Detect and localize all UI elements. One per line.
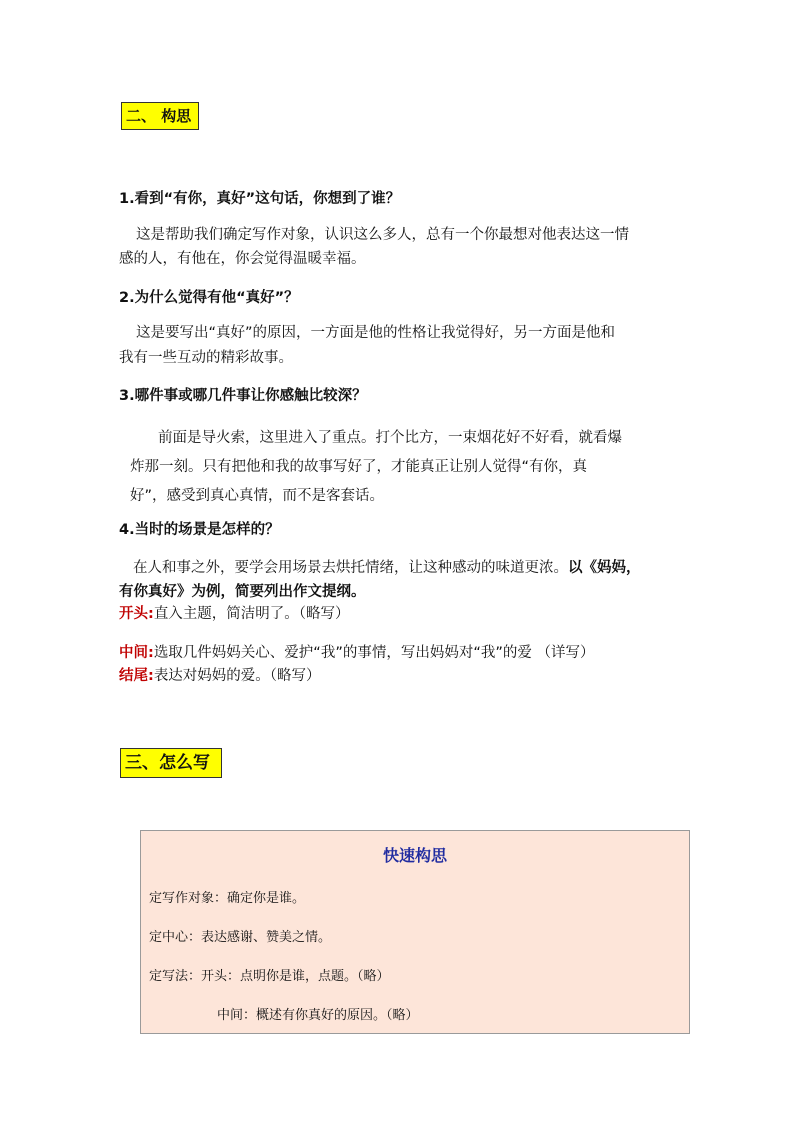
- quick-plan-title: 快速构思: [382, 846, 447, 865]
- outline-opening-text: 直入主题，简洁明了。（略写）: [153, 606, 350, 622]
- quick-plan-line-3: 定写法：开头：点明你是谁，点题。（略）: [149, 969, 390, 984]
- answer-3-line-2: 炸那一刻。只有把他和我的故事写好了，才能真正让别人觉得“有你，真: [130, 459, 588, 475]
- outline-opening-label: 开头:: [119, 606, 154, 622]
- outline-ending-text: 表达对妈妈的爱。（略写）: [153, 668, 321, 684]
- question-1: 1.看到“有你，真好”这句话，你想到了谁？: [119, 191, 401, 207]
- outline-middle-label: 中间:: [119, 645, 154, 661]
- answer-4-line-2: 有你真好》为例，简要列出作文提纲。: [119, 584, 366, 600]
- outline-middle: [119, 641, 594, 662]
- answer-2-line-1: 这是要写出“真好”的原因，一方面是他的性格让我觉得好，另一方面是他和: [136, 325, 616, 341]
- answer-4-plain: 在人和事之外，要学会用场景去烘托情绪，让这种感动的味道更浓。: [133, 560, 568, 576]
- answer-4-line-1: [133, 556, 641, 577]
- answer-4-bold-start: 以《妈妈，: [568, 560, 641, 576]
- answer-3-line-3: 好”，感受到真心真情，而不是客套话。: [130, 488, 385, 504]
- answer-2-line-2: 我有一些互动的精彩故事。: [119, 350, 293, 366]
- answer-3-line-1: 前面是导火索，这里进入了重点。打个比方，一束烟花好不好看，就看爆: [158, 430, 622, 446]
- question-4: 4.当时的场景是怎样的？: [119, 522, 280, 538]
- outline-opening: [119, 602, 350, 623]
- outline-middle-text: 选取几件妈妈关心、爱护“我”的事情，写出妈妈对“我”的爱 （详写）: [153, 645, 595, 661]
- question-2: 2.为什么觉得有他“真好”？: [119, 290, 299, 306]
- section-title-gousi: 二、 构思: [121, 102, 199, 130]
- outline-ending: [119, 664, 321, 685]
- quick-plan-line-1: 定写作对象：确定你是谁。: [149, 891, 306, 906]
- answer-1-line-1: 这是帮助我们确定写作对象，认识这么多人，总有一个你最想对他表达这一情: [136, 227, 629, 243]
- outline-ending-label: 结尾:: [119, 668, 154, 684]
- section-title-zenmexie: 三、怎么写: [120, 748, 222, 778]
- quick-plan-line-4: 中间：概述有你真好的原因。（略）: [217, 1008, 419, 1023]
- quick-plan-line-2: 定中心：表达感谢、赞美之情。: [149, 930, 332, 945]
- quick-plan-box: [140, 830, 690, 1034]
- answer-1-line-2: 感的人，有他在，你会觉得温暖幸福。: [119, 251, 366, 267]
- question-3: 3.哪件事或哪几件事让你感触比较深？: [119, 388, 367, 404]
